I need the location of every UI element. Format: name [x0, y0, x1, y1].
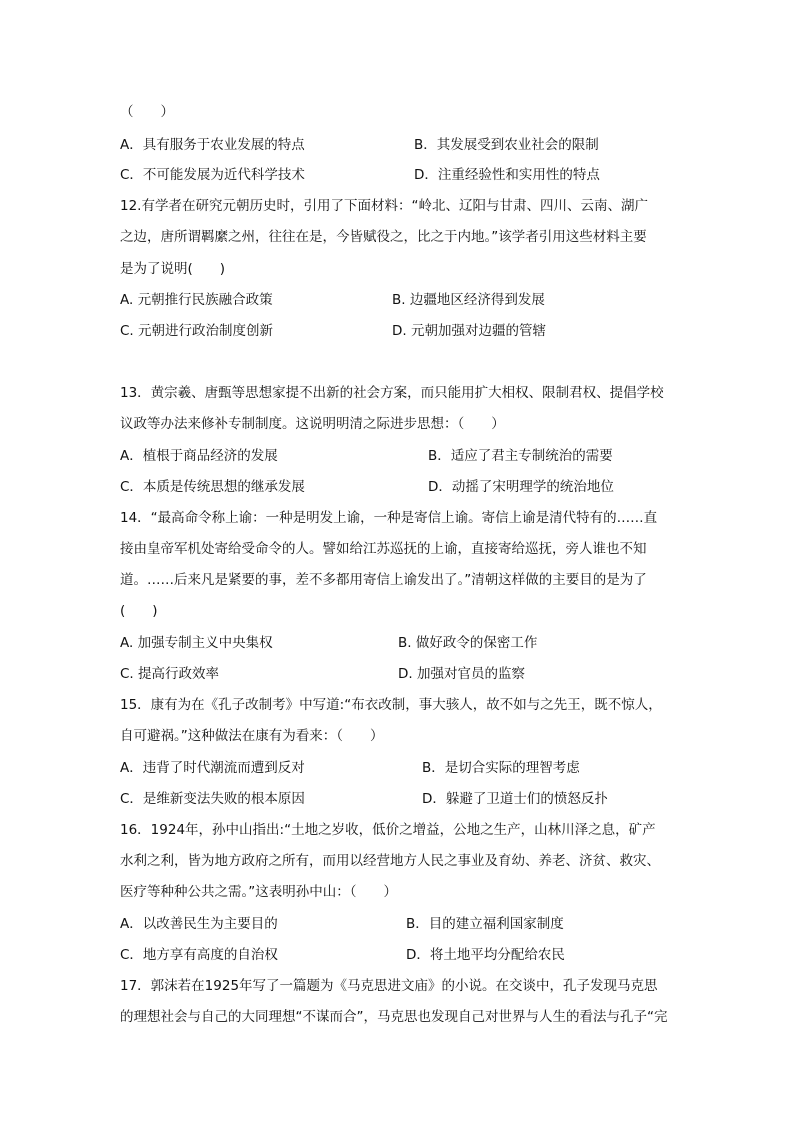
q15-option-a: A．违背了时代潮流而遭到反对 [120, 760, 305, 776]
q16-option-c: C．地方享有高度的自治权 [120, 947, 278, 963]
q17-stem-line-2: 的理想社会与自己的大同理想“不谋而合”，马克思也发现自己对世界与人生的看法与孔子“完 [120, 1009, 668, 1025]
q15-stem-line-2: 自可避祸。”这种做法在康有为看来：（ ） [120, 728, 384, 744]
q15-option-c: C．是维新变法失败的根本原因 [120, 791, 305, 807]
q12-stem-line-2: 之边，唐所谓羁縻之州，往往在是，今皆赋役之，比之于内地。”该学者引用这些材料主要 [120, 229, 647, 245]
q14-stem-line-3: 道。……后来凡是紧要的事，差不多都用寄信上谕发出了。”清朝这样做的主要目的是为了 [120, 572, 647, 588]
q12-option-d: D. 元朝加强对边疆的管辖 [392, 323, 546, 339]
q14-stem-line-2: 接由皇帝军机处寄给受命令的人。譬如给江苏巡抚的上谕，直接寄给巡抚，旁人谁也不知 [120, 541, 647, 557]
q14-option-a: A. 加强专制主义中央集权 [120, 635, 273, 651]
q13-option-c: C．本质是传统思想的继承发展 [120, 479, 305, 495]
q12-option-b: B. 边疆地区经济得到发展 [392, 292, 545, 308]
q12-stem-line-3: 是为了说明( ) [120, 261, 226, 277]
q16-stem-line-2: 水利之利，皆为地方政府之所有，而用以经营地方人民之事业及育幼、养老、济贫、救灾、 [120, 853, 660, 869]
q15-stem-line-1: 15．康有为在《孔子改制考》中写道:“布衣改制，事大骇人，故不如与之先王，既不惊人， [120, 697, 662, 713]
q16-stem-line-3: 医疗等种种公共之需。”这表明孙中山：（ ） [120, 884, 397, 900]
q11-stem-tail: （ ） [120, 104, 174, 120]
q14-stem-line-1: 14．“最高命令称上谕：一种是明发上谕，一种是寄信上谕。寄信上谕是清代特有的……直 [120, 510, 658, 526]
q12-option-c: C. 元朝进行政治制度创新 [120, 323, 274, 339]
q17-stem-line-1: 17．郭沫若在1925年写了一篇题为《马克思进文庙》的小说。在交谈中，孔子发现马克思 [120, 978, 658, 994]
q16-stem-line-1: 16．1924年，孙中山指出:“土地之岁收，低价之增益，公地之生产，山林川泽之息，矿产 [120, 822, 656, 838]
q15-option-b: B．是切合实际的理智考虑 [422, 760, 580, 776]
q11-option-a: A．具有服务于农业发展的特点 [120, 137, 305, 153]
q16-option-a: A．以改善民生为主要目的 [120, 916, 278, 932]
q12-stem-line-1: 12.有学者在研究元朝历史时，引用了下面材料：“岭北、辽阳与甘肃、四川、云南、湖广 [120, 198, 648, 214]
q14-option-d: D. 加强对官员的监察 [398, 666, 525, 682]
q11-option-d: D．注重经验性和实用性的特点 [414, 167, 600, 183]
q13-option-b: B．适应了君主专制统治的需要 [428, 448, 613, 464]
q15-option-d: D．躲避了卫道士们的愤怒反扑 [422, 791, 608, 807]
q11-option-c: C．不可能发展为近代科学技术 [120, 167, 305, 183]
q13-option-a: A．植根于商品经济的发展 [120, 448, 278, 464]
q16-option-d: D．将土地平均分配给农民 [406, 947, 565, 963]
q14-stem-line-4: ( ) [120, 603, 158, 619]
q13-stem-line-2: 议政等办法来修补专制制度。这说明明清之际进步思想：（ ） [120, 416, 505, 432]
q13-option-d: D．动摇了宋明理学的统治地位 [428, 479, 614, 495]
q14-option-c: C. 提高行政效率 [120, 666, 220, 682]
q16-option-b: B．目的建立福利国家制度 [406, 916, 564, 932]
q13-stem-line-1: 13．黄宗羲、唐甄等思想家提不出新的社会方案，而只能用扩大相权、限制君权、提倡学校 [120, 385, 664, 401]
q12-option-a: A. 元朝推行民族融合政策 [120, 292, 273, 308]
q11-option-b: B．其发展受到农业社会的限制 [414, 137, 599, 153]
q14-option-b: B. 做好政令的保密工作 [398, 635, 538, 651]
